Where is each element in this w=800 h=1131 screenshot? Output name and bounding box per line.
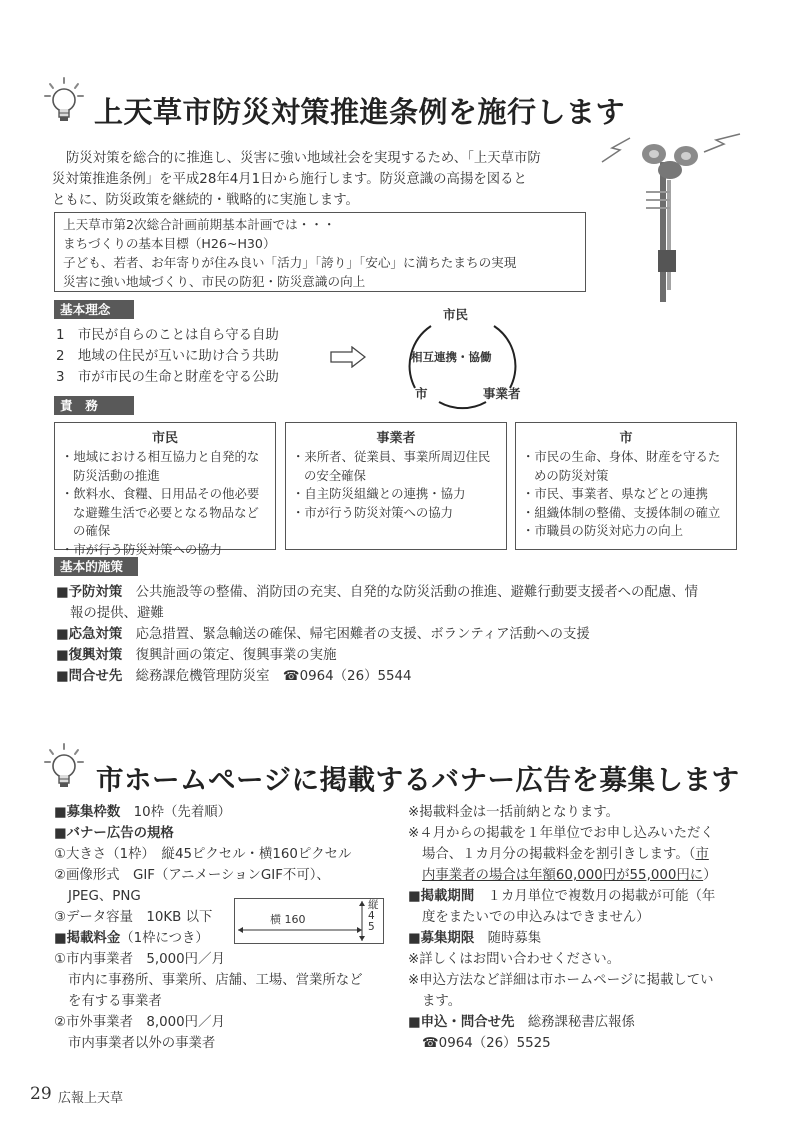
principle-item: 2 地域の住民が互いに助け合う共助 [56, 349, 279, 364]
duty-box-city: 市 ・市民の生命、身体、財産を守るための防災対策 ・市民、事業者、県などとの連携 ・組織体制の整備、支援体制の確立 ・市職員の防災対応力の向上 [515, 422, 737, 550]
cycle-left-label: 市 [415, 386, 428, 401]
disaster-loudspeaker-illustration [600, 132, 748, 302]
measures-label: 基本的施策 [54, 557, 138, 576]
arrow-right-icon [330, 346, 366, 368]
duty-box-citizen: 市民 ・地域における相互協力と自発的な防災活動の推進 ・飲料水、食糧、日用品その他必要な避難生活で必要となる物品などの確保 ・市が行う防災対策への協力 [54, 422, 276, 550]
basic-principles-label: 基本理念 [54, 300, 134, 319]
duty-title: 市民 [151, 431, 178, 446]
contact-disaster: 総務課危機管理防災室 ☎0964（26）5544 [135, 669, 412, 684]
cycle-right-label: 事業者 [483, 386, 521, 401]
cycle-center-label: 相互連携・協働 [411, 350, 492, 364]
publication-name: 広報上天草 [58, 1091, 124, 1106]
lightbulb-icon [44, 742, 84, 794]
duty-box-business: 事業者 ・来所者、従業員、事業所周辺住民の安全確保 ・自主防災組織との連携・協力 ・市が行う防災対策への協力 [285, 422, 507, 550]
contact-phone: ☎0964（26）5525 [422, 1036, 551, 1051]
banner-height-label: 縦45 [368, 899, 379, 933]
page-number: 29 [30, 1084, 52, 1104]
principle-item: 3 市が市民の生命と財産を守る公助 [56, 370, 279, 385]
duty-title: 市 [619, 431, 633, 446]
cycle-top-label: 市民 [443, 307, 469, 322]
plan-info-box: 上天草市第2次総合計画前期基本計画では・・・ まちづくりの基本目標（H26~H30） 子ども、若者、お年寄りが住み良い「活力」「誇り」「安心」に満ちたまちの実現 災害に強い地域づくり、市民の防犯・防災意識の向上 [54, 212, 586, 292]
measures-list: ■予防対策 公共施設等の整備、消防団の充実、自発的な防災活動の推進、避難行動要支援者への配慮、情 報の提供、避難 ■応急対策 応急措置、緊急輸送の確保、帰宅困難者の支援、ボランティア活動への支援 ■復興対策 復興計画の策定、復興事業の実施 ■問合せ先 総務課危機管理防災室 ☎0964（26）5544 [56, 585, 699, 684]
duty-title: 事業者 [376, 431, 416, 446]
banner-dimension-arrows [234, 898, 384, 944]
banner-left-column: ■募集枠数 10枠（先着順） ■バナー広告の規格 ①大きさ（1枠） 縦45ピクセル・横160ピクセル ②画像形式 GIF（アニメーションGIF不可）、 JPEG、PNG ③データ容量 10KB 以下 ■掲載料金（1枠につき） ①市内事業者 5,000円／月 市内に事務所、事業所、店舗、工場、営業所など を有する事業者 ②市外事業者 8,000円／月 市内事業者以外の事業者 [54, 805, 363, 1051]
section1-intro: 防災対策を総合的に推進し、災害に強い地域社会を実現するため、「上天草市防 災対策推進条例」を平成28年4月1日から施行します。防災意識の高揚を図ると ともに、防災政策を継続的・戦略的に実施します。 [52, 151, 541, 208]
principle-item: 1 市民が自らのことは自ら守る自助 [56, 328, 279, 343]
banner-right-column: ※掲載料金は一括前納となります。 ※４月からの掲載を１年単位でお申し込みいただく 場合、１カ月分の掲載料金を割引きします。（市 内事業者の場合は年額60,000円が55,000円に） ■掲載期間 １カ月単位で複数月の掲載が可能（年 度をまたいでの申込みはできません） ■募集期限 随時募集 ※詳しくはお問い合わせください。 ※申込方法など詳細は市ホームページに掲載してい ます。 ■申込・問合せ先 総務課秘書広報係 ☎0964（26）5525 [408, 802, 748, 1054]
banner-width-label: 横 160 [270, 913, 306, 926]
section2-title: 市ホームページに掲載するバナー広告を募集します [96, 764, 740, 796]
lightbulb-icon [44, 76, 84, 128]
duties-label: 責 務 [54, 396, 134, 415]
section1-title: 上天草市防災対策推進条例を施行します [94, 95, 626, 129]
principles-list [56, 325, 279, 388]
